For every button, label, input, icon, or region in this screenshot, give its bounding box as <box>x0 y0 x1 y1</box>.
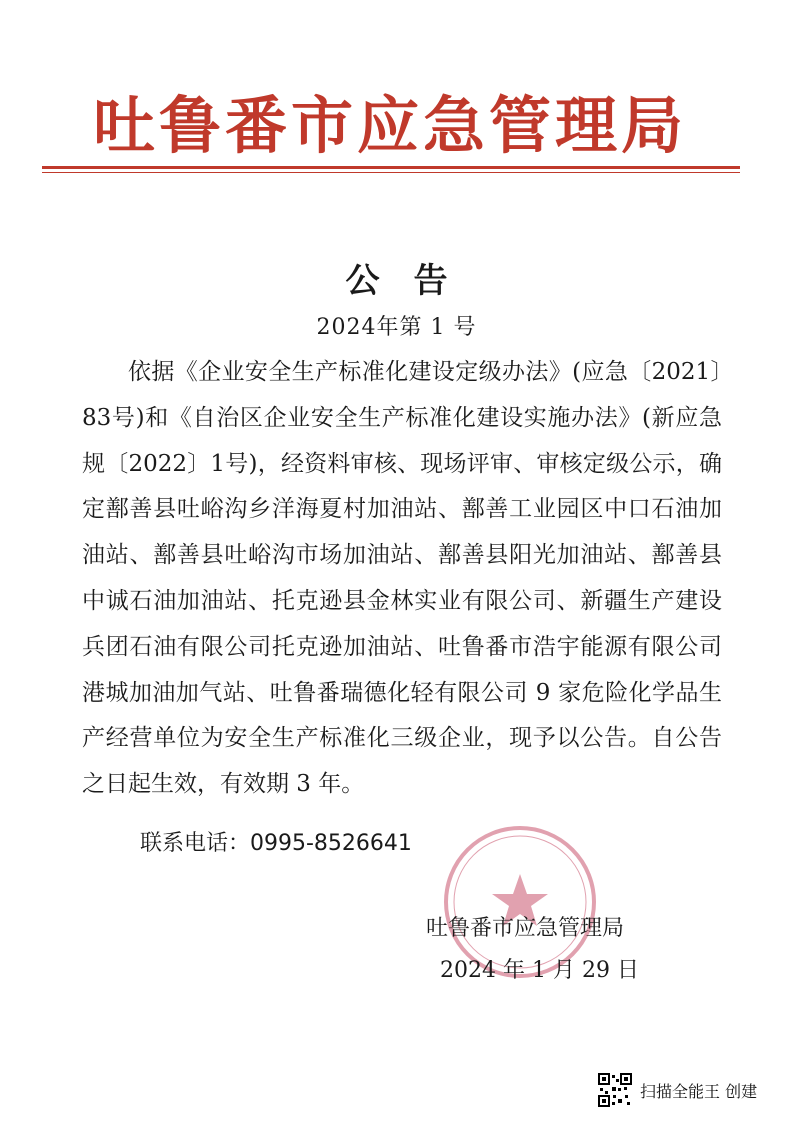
notice-title: 公 告 <box>345 261 448 301</box>
notice-doc-number: 2024年第 1 号 <box>316 315 477 340</box>
letterhead-org-name: 吐鲁番市应急管理局 <box>92 89 687 162</box>
signature-org: 吐鲁番市应急管理局 <box>426 916 625 941</box>
letterhead-divider-thick <box>42 166 740 169</box>
scanner-footer <box>598 1071 757 1109</box>
scanner-label: 扫描全能王 创建 <box>640 1081 758 1101</box>
letterhead-divider-thin <box>42 172 740 173</box>
signature-date: 2024 年 1 月 29 日 <box>440 958 639 983</box>
contact-phone: 联系电话：0995-8526641 <box>140 831 412 856</box>
qr-code-icon <box>598 1073 632 1107</box>
notice-body: 依据《企业安全生产标准化建设定级办法》(应急〔2021〕83号)和《自治区企业安全生产标准化建设实施办法》(新应急规〔2022〕1号)，经资料审核、现场评审、审核定级公示，确定鄯善县吐峪沟乡洋海夏村加油站、鄯善工业园区中口石油加油站、鄯善县吐峪沟市场加油站、鄯善县阳光加油站、鄯善县中诚石油加油站、托克逊县金林实业有限公司、新疆生产建设兵团石油有限公司托克逊加油站、吐鲁番市浩宇能源有限公司港城加油加气站、吐鲁番瑞德化轻有限公司 9 家危险化学品生产经营单位为安全生产标准化三级企业，现予以公告。自公告之日起生效，有效期 3 年。 <box>82 359 722 798</box>
